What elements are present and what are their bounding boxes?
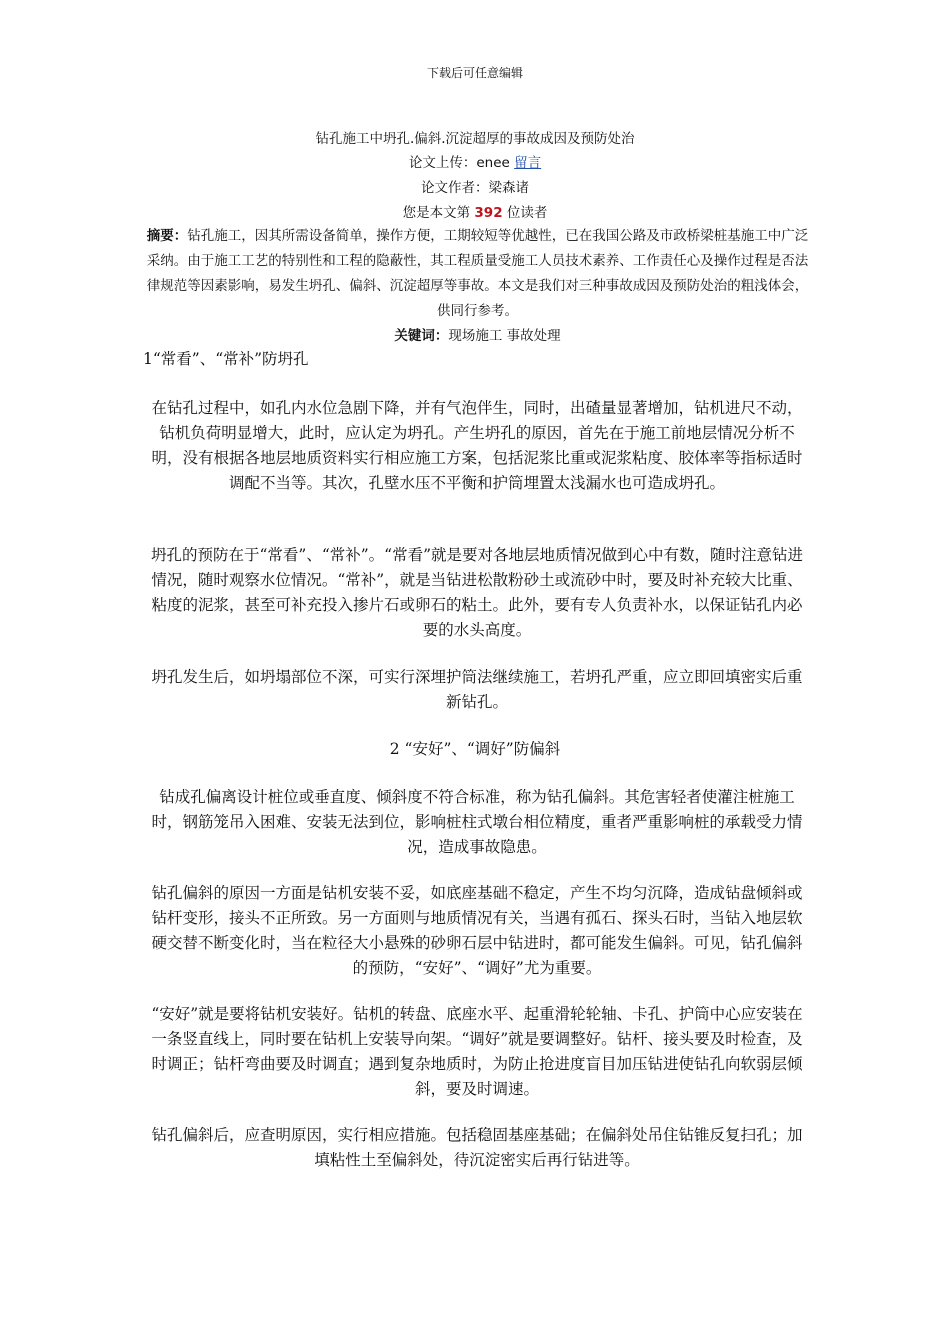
section-1-heading: 1“常看”、“常补”防坍孔 <box>143 350 309 368</box>
author-name: 梁森诸 <box>488 180 529 196</box>
section-2-paragraph: 钻成孔偏离设计桩位或垂直度、倾斜度不符合标准，称为钻孔偏斜。其危害轻者使灌注桩施工时，钢筋笼吊入困难、安装无法到位，影响桩柱式墩台相位精度，重者严重影响桩的承载受力情况，造成事故隐患。 <box>151 788 803 856</box>
abstract-label: 摘要： <box>146 228 188 244</box>
reader-count: 392 <box>474 205 503 221</box>
section-2-heading: 2 “安好”、“调好”防偏斜 <box>389 740 561 758</box>
upload-label: 论文上传： <box>408 155 477 171</box>
header-note: 下载后可任意编辑 <box>426 66 523 80</box>
upload-line <box>0 151 950 171</box>
section-2-paragraph: 钻孔偏斜的原因一方面是钻机安装不妥，如底座基础不稳定，产生不均匀沉降，造成钻盘倾斜或钻杆变形，接头不正所致。另一方面则与地质情况有关，当遇有孤石、探头石时，当钻入地层软硬交替不断变化时，当在粒径大小悬殊的砂卵石层中钻进时，都可能发生偏斜。可见，钻孔偏斜的预防，“安好”、“调好”尤为重要。 <box>151 884 803 977</box>
section-1-paragraph: 坍孔发生后，如坍塌部位不深，可实行深埋护筒法继续施工，若坍孔严重，应立即回填密实后重新钻孔。 <box>151 668 803 711</box>
keywords-text: 现场施工 事故处理 <box>448 328 561 344</box>
article-title: 钻孔施工中坍孔.偏斜.沉淀超厚的事故成因及预防处治 <box>315 131 635 147</box>
section-1-paragraph: 在钻孔过程中，如孔内水位急剧下降，并有气泡伴生，同时，出碴量显著增加，钻机进尺不动，钻机负荷明显增大，此时，应认定为坍孔。产生坍孔的原因，首先在于施工前地层情况分析不明，没有根据各地层地质资料实行相应施工方案，包括泥浆比重或泥浆粘度、胶体率等指标适时调配不当等。其次，孔壁水压不平衡和护筒埋置太浅漏水也可造成坍孔。 <box>151 399 803 492</box>
upload-user: enee <box>476 155 510 171</box>
keywords-label: 关键词： <box>394 328 449 344</box>
section-1-paragraph: 坍孔的预防在于“常看”、“常补”。“常看”就是要对各地层地质情况做到心中有数，随时注意钻进情况，随时观察水位情况。“常补”，就是当钻进松散粉砂土或流砂中时，要及时补充较大比重、粘度的泥浆，甚至可补充投入掺片石或卵石的粘土。此外，要有专人负责补水，以保证钻孔内必要的水头高度。 <box>150 546 804 639</box>
reader-suffix: 位读者 <box>506 205 548 221</box>
author-label: 论文作者： <box>421 180 489 196</box>
reader-prefix: 您是本文第 <box>402 205 471 221</box>
section-2-paragraph: “安好”就是要将钻机安装好。钻机的转盘、底座水平、起重滑轮轮轴、卡孔、护筒中心应安装在一条竖直线上，同时要在钻机上安装导向架。“调好”就是要调整好。钻杆、接头要及时检查，及时调正；钻杆弯曲要及时调直；遇到复杂地质时，为防止抢进度盲目加压钻进使钻孔向软弱层倾斜，要及时调速。 <box>151 1005 803 1098</box>
author-line <box>0 176 950 196</box>
abstract-text: 钻孔施工，因其所需设备简单，操作方便，工期较短等优越性，已在我国公路及市政桥梁桩基施工中广泛采纳。由于施工工艺的特别性和工程的隐蔽性，其工程质量受施工人员技术素养、工作责任心及操作过程是否法律规范等因素影响，易发生坍孔、偏斜、沉淀超厚等事故。本文是我们对三种事故成因及预防处治的粗浅体会，供同行参考。 <box>146 228 809 319</box>
abstract <box>145 224 810 349</box>
comment-link[interactable]: 留言 <box>514 155 542 171</box>
section-2-paragraph: 钻孔偏斜后，应查明原因，实行相应措施。包括稳固基座基础；在偏斜处吊住钻锥反复扫孔；加填粘性土至偏斜处，待沉淀密实后再行钻进等。 <box>151 1126 803 1169</box>
reader-count-line <box>0 201 950 221</box>
